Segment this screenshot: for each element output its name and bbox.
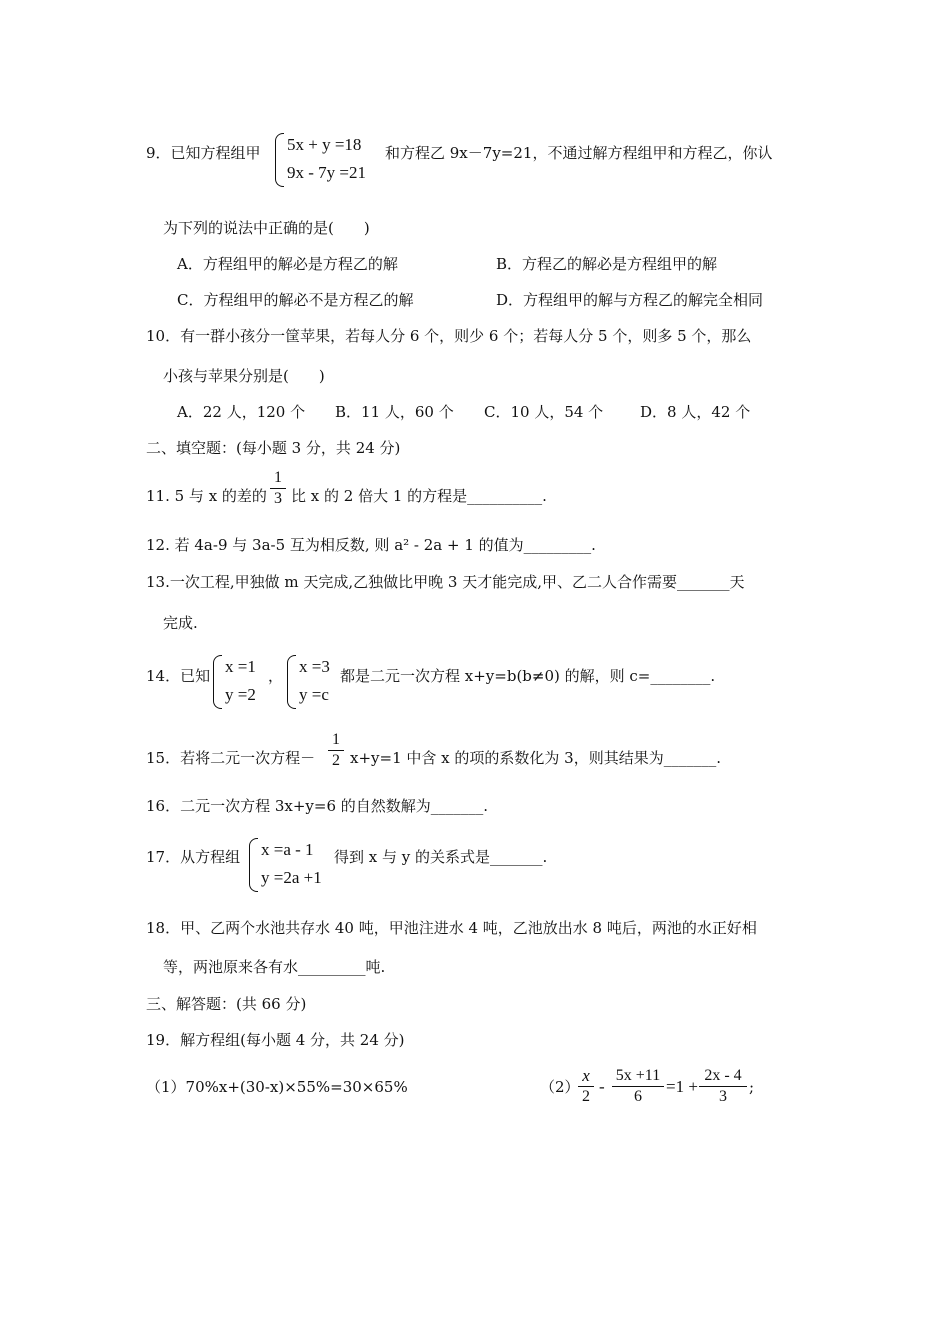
q9-system-eq2: 9x - 7y =21 [287,163,366,182]
q19-equals: =1 + [666,1077,698,1096]
q17-lead: 17．从方程组 [146,848,241,866]
q14-system1-eq1: x =1 [225,657,256,676]
q9-system-eq1: 5x + y =18 [287,135,362,154]
q19-fraction-3 [699,1066,747,1107]
q19-part2-label: （2） [540,1078,580,1096]
q11-text-b: 比 x 的 2 倍大 1 的方程是__________. [291,487,547,505]
q9-equation-system [275,133,385,187]
q9-middle: 和方程乙 9x－7y=21，不通过解方程组甲和方程乙，你认 [385,144,773,162]
q10-option-a: A．22 人，120 个 [177,403,306,421]
q15-text-b: x+y=1 中含 x 的项的系数化为 3，则其结果为_______. [350,749,721,767]
q12-text: 12. 若 4a-9 与 3a-5 互为相反数, 则 a² - 2a + 1 的值为_________. [146,536,596,554]
q19-fraction2-numerator: 5x +11 [615,1067,661,1084]
q11-fraction-denominator: 3 [274,490,282,507]
q14-system2-eq2: y =c [299,685,329,704]
q19-fraction3-denominator: 3 [719,1088,727,1105]
q9-lead: 9．已知方程组甲 [146,144,261,162]
q10-option-b: B．11 人，60 个 [335,403,454,421]
q18-line1: 18．甲、乙两个水池共存水 40 吨，甲池注进水 4 吨，乙池放出水 8 吨后，两池的水正好相 [146,919,757,937]
q19-title: 19．解方程组(每小题 4 分，共 24 分) [146,1031,405,1049]
q19-fraction-2 [612,1066,664,1107]
q19-minus: - [599,1077,605,1096]
q19-fraction-1 [578,1066,594,1107]
q9-option-a: A．方程组甲的解必是方程乙的解 [177,255,398,273]
q15-fraction [328,730,344,771]
q19-fraction3-numerator: 2x - 4 [704,1067,742,1084]
q9-option-c: C．方程组甲的解必不是方程乙的解 [177,291,414,309]
q19-semicolon: ; [749,1078,755,1096]
q19-fraction1-numerator: x [582,1066,590,1085]
q14-system-2 [287,655,342,709]
q15-fraction-numerator: 1 [332,731,340,748]
q9-option-d: D．方程组甲的解与方程乙的解完全相同 [496,291,764,309]
q14-system1-eq2: y =2 [225,685,256,704]
q13-line2: 完成. [163,614,198,632]
q9-option-b: B．方程乙的解必是方程组甲的解 [496,255,718,273]
q17-system-eq1: x =a - 1 [261,840,314,859]
q10-line2: 小孩与苹果分别是( ) [163,367,325,385]
q13-line1: 13.一次工程,甲独做 m 天完成,乙独做比甲晚 3 天才能完成,甲、乙二人合作需要_______天 [146,573,745,591]
q19-fraction2-denominator: 6 [634,1088,642,1105]
q18-line2: 等，两池原来各有水_________吨. [163,958,386,976]
q17-equation-system [249,838,334,892]
q15-text-a: 15．若将二元一次方程－ [146,749,316,767]
q11-text-a: 11. 5 与 x 的差的 [146,487,267,505]
q10-option-d: D．8 人，42 个 [640,403,751,421]
q17-tail: 得到 x 与 y 的关系式是_______. [334,848,548,866]
q11-fraction [270,468,286,509]
section2-heading: 二、填空题：(每小题 3 分，共 24 分) [146,439,401,457]
q14-tail: 都是二元一次方程 x+y=b(b≠0) 的解，则 c=________. [340,667,716,685]
q15-fraction-denominator: 2 [332,752,340,769]
section3-heading: 三、解答题：(共 66 分) [146,995,307,1013]
q17-system-eq2: y =2a +1 [261,868,322,887]
q19-part1: （1）70%x+(30-x)×55%=30×65% [146,1078,408,1096]
q14-system-1 [213,655,268,709]
q14-system2-eq1: x =3 [299,657,330,676]
q9-line2: 为下列的说法中正确的是( ) [163,219,370,237]
q10-option-c: C．10 人，54 个 [484,403,604,421]
q16-text: 16．二元一次方程 3x+y=6 的自然数解为_______. [146,797,489,815]
q14-comma: ， [268,667,284,685]
q10-line1: 10．有一群小孩分一筐苹果，若每人分 6 个，则少 6 个；若每人分 5 个，则多 5 个，那么 [146,327,752,345]
q11-fraction-numerator: 1 [274,469,282,486]
q19-fraction1-denominator: 2 [582,1088,590,1105]
q14-lead: 14．已知 [146,667,211,685]
